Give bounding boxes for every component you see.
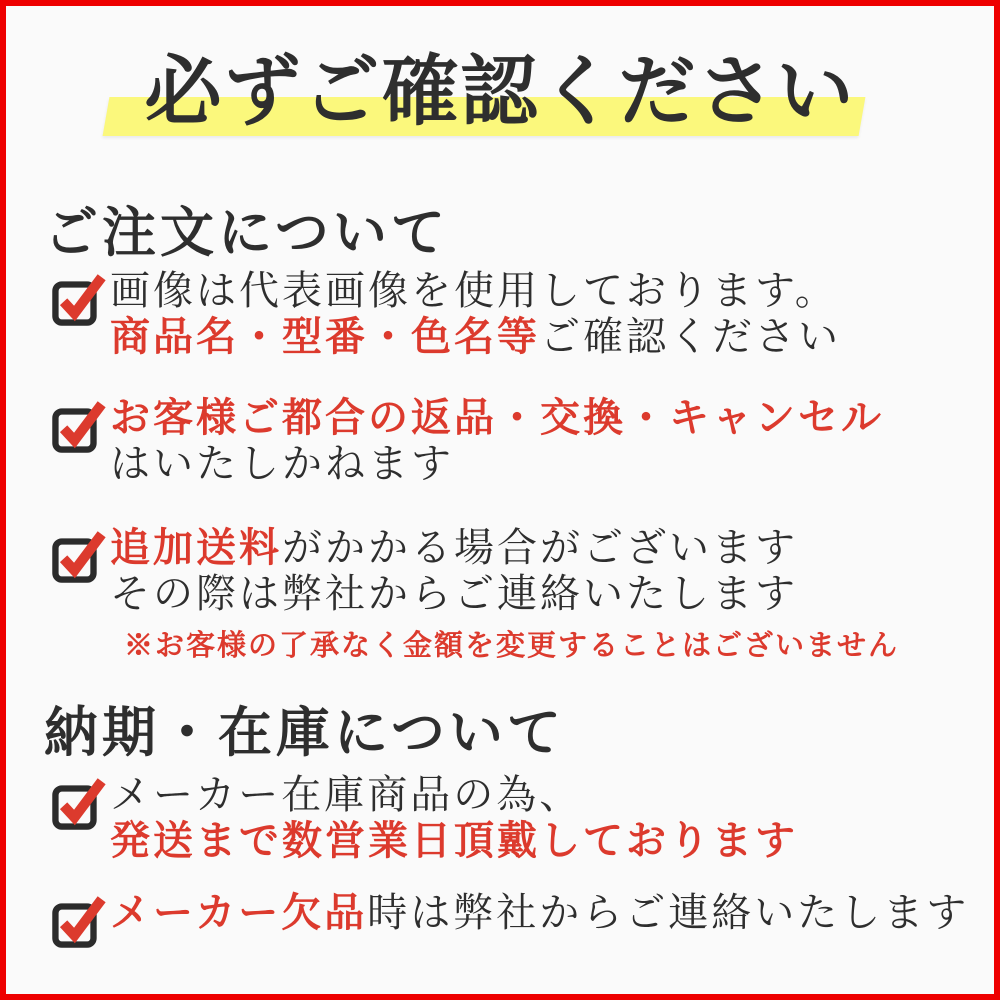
text-segment-accent: お客様ご都合の返品・交換・キャンセル: [110, 394, 884, 441]
checkbox-checked-icon: [50, 397, 108, 455]
item-text: [110, 268, 970, 360]
text-segment-accent: メーカー欠品: [110, 889, 368, 936]
section-heading-orders: ご注文について: [44, 200, 449, 264]
text-segment-accent: 商品名・型番・色名等: [110, 313, 540, 360]
checklist-item-representative-image: [50, 268, 970, 360]
page-title: 必ずご確認ください: [144, 47, 856, 137]
text-segment: 時は弊社からご連絡いたします: [367, 890, 970, 936]
item-text: [110, 890, 970, 936]
checklist-item-maker-stock: [50, 772, 970, 864]
text-segment: 画像は代表画像を使用しております。: [110, 268, 838, 314]
checklist-item-maker-shortage: [50, 890, 970, 950]
text-segment: はいたしかねます: [110, 441, 454, 487]
text-segment-accent: 追加送料: [110, 524, 282, 571]
checkbox-checked-icon: [50, 270, 108, 328]
price-change-note: ※お客様の了承なく金額を変更することはございません: [124, 628, 900, 662]
text-segment: メーカー在庫商品の為、: [110, 772, 583, 818]
checkbox-checked-icon: [50, 527, 108, 585]
checkbox-checked-icon: [50, 892, 108, 950]
item-text: [110, 525, 970, 662]
checklist-item-returns: [50, 395, 970, 487]
text-segment-accent: 発送まで数営業日頂戴しております: [110, 817, 798, 864]
checklist-item-extra-shipping: [50, 525, 970, 662]
checkbox-checked-icon: [50, 774, 108, 832]
text-segment: ご確認ください: [540, 314, 841, 360]
text-segment: がかかる場合がございます: [282, 525, 798, 571]
text-segment: その際は弊社からご連絡いたします: [110, 571, 798, 617]
page-title-block: [6, 42, 994, 152]
item-text: [110, 395, 970, 487]
section-heading-delivery-stock: 納期・在庫について: [44, 700, 565, 764]
item-text: [110, 772, 970, 864]
